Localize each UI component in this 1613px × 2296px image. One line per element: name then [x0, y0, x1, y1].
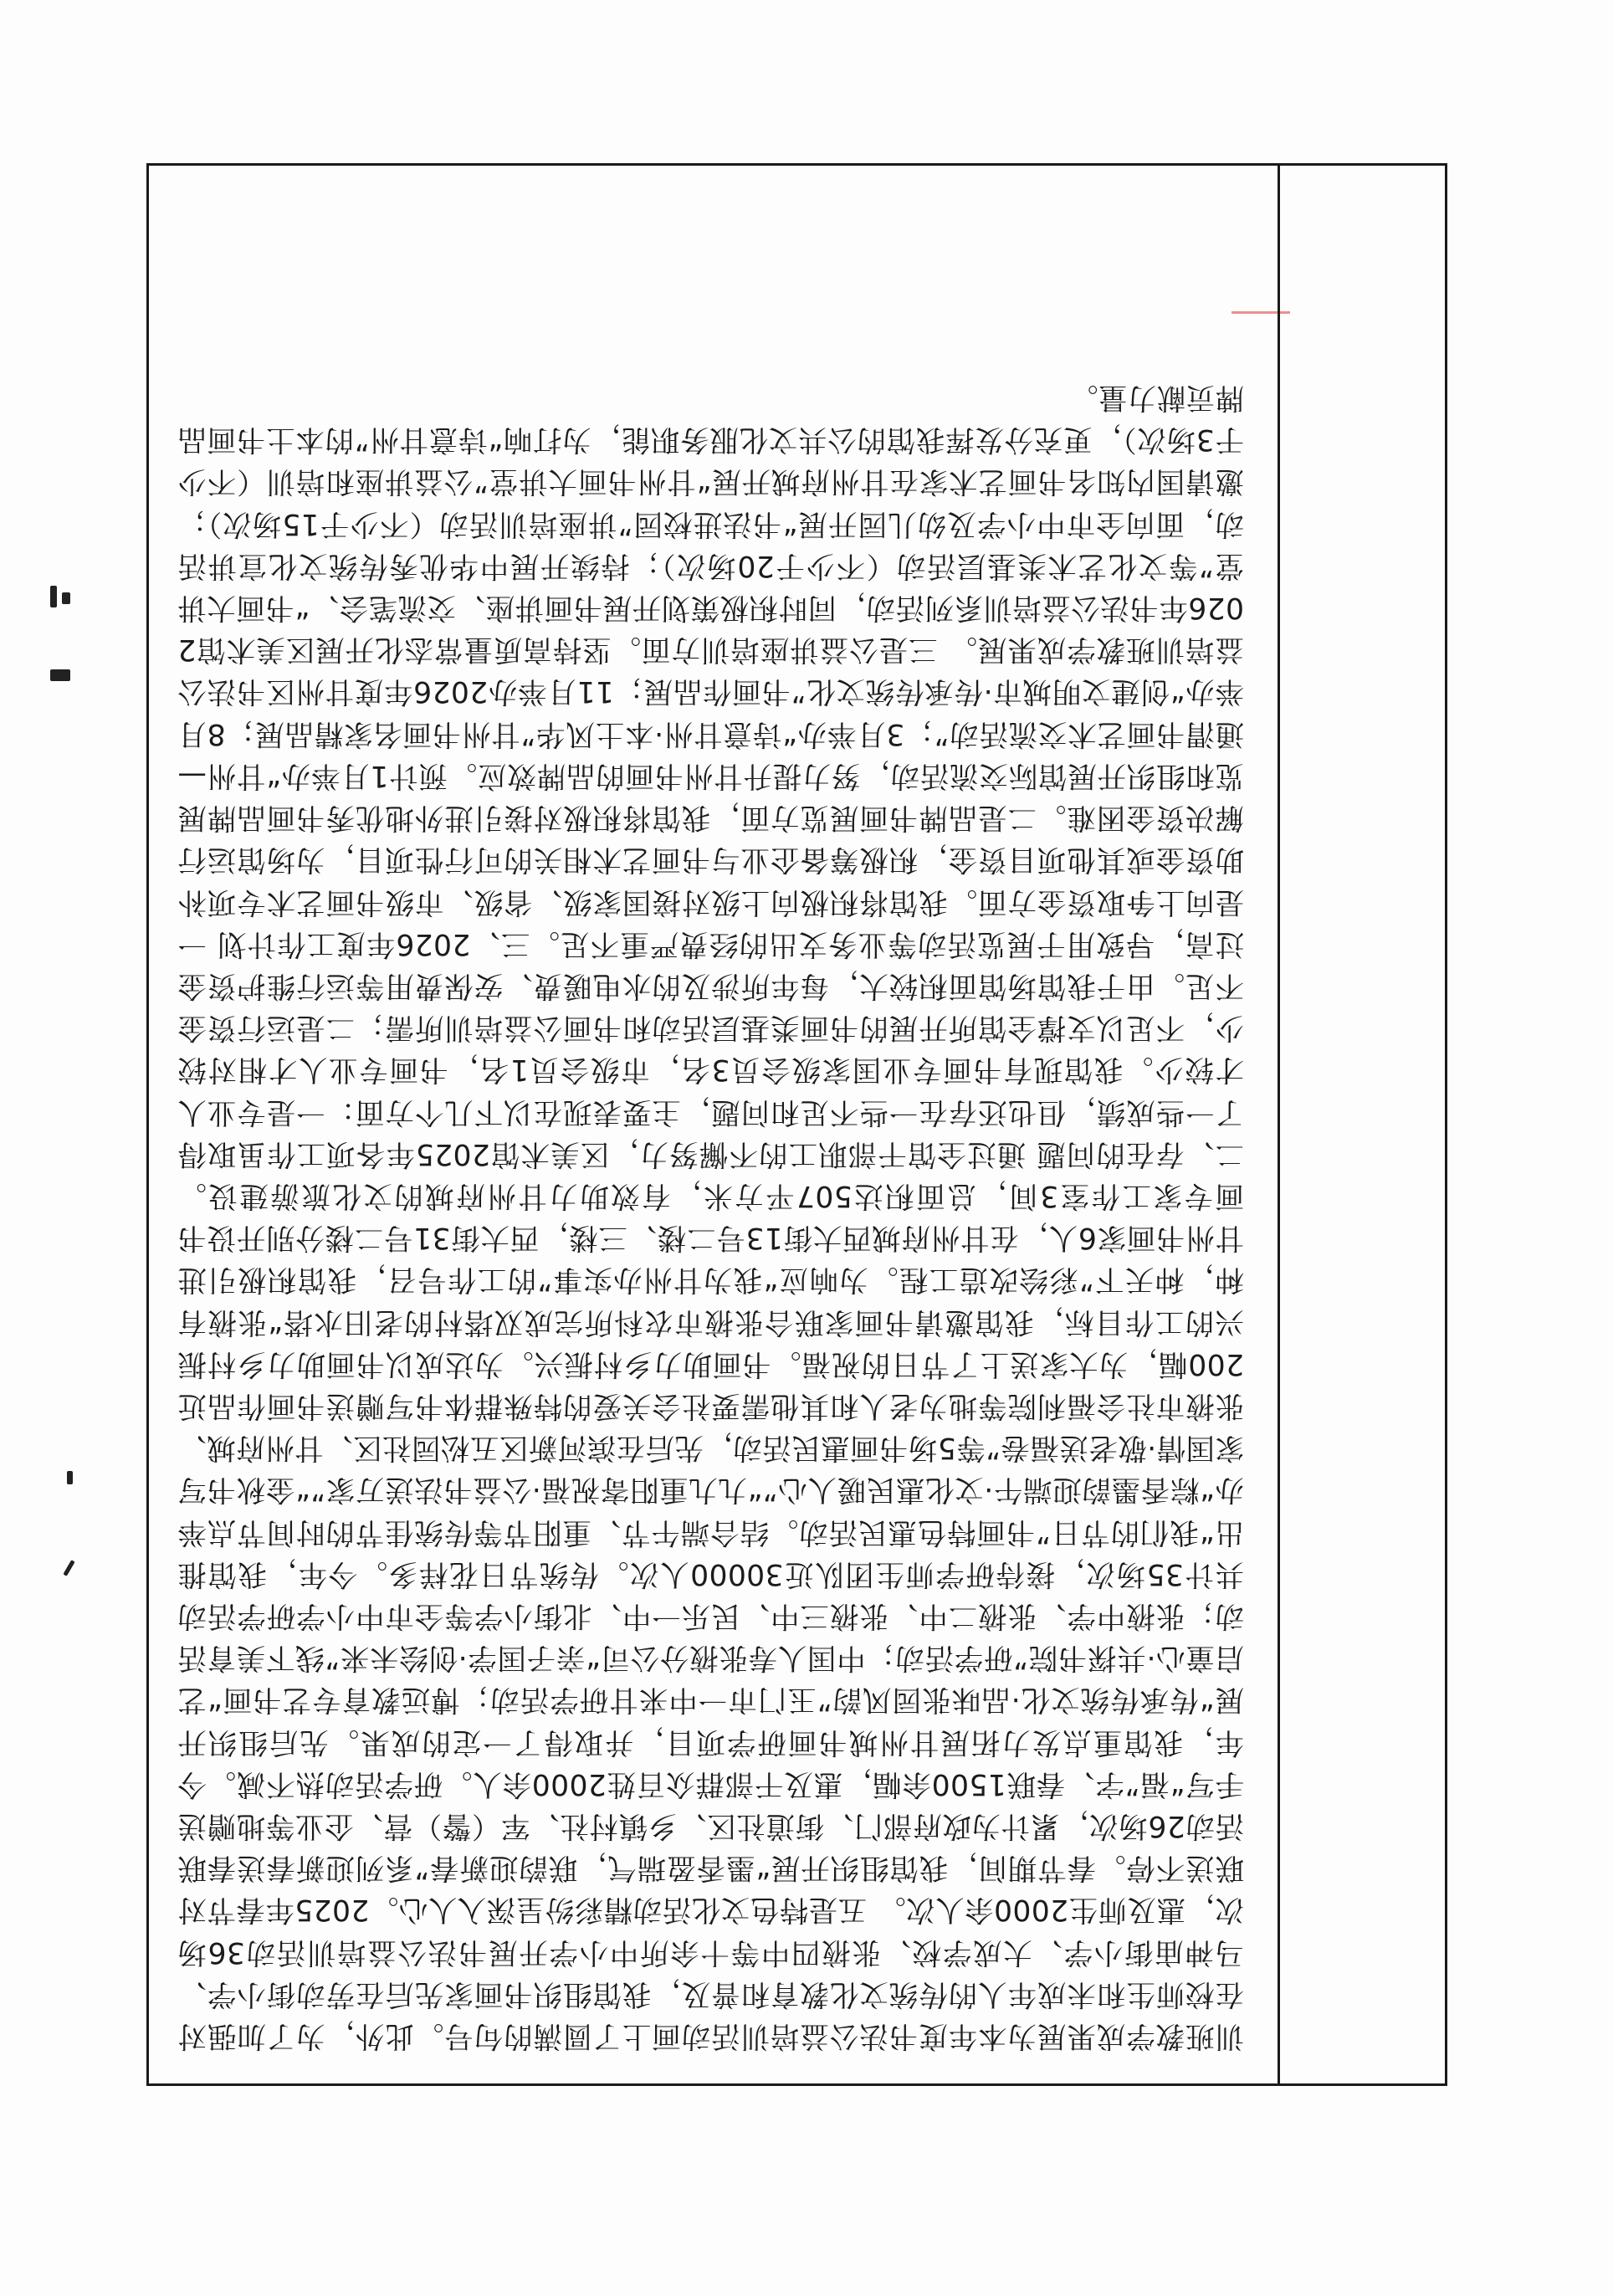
scan-mark	[50, 669, 70, 681]
rotated-form	[146, 163, 1447, 2086]
scan-mark	[50, 586, 57, 607]
report-body-text: 训班教学成果展为本年度书法公益培训活动画上了圆满的句号。此外，为了加强对在校师生和未成年人的传统文化教育和普及，我馆组织书画家先后在劳动街小学、马神庙街小学、大成学校、张掖四中等十余所中小学开展书法公益培训活动36场次，惠及师生2000余人次。 五是特色文化活动精彩纷呈深入人心。2025年春节对联送不停。春节期间，我馆组织开展“墨香盈瑞气，联韵迎新春”系列迎新春送春联活动26场次，累计为政府部门、街道社区、乡镇村社、军（警）营、企业等地赠送手写“福”字、春联1500余幅，惠及干部群众百姓2000余人。研学活动热不减。今年，我馆重点发力拓展甘州城书画研学项目，并取得了一定的成果。先后组织开展“传承传统文化·品味张园风韵”玉门市一中来甘研学活动；博远教育专艺书画“艺启童心·共探书院”研学活动；中国人寿张掖分公司“亲子国学·创绘未来”线下美育活动；张掖中学、张掖二中、张掖三中、民乐一中、北街小学等全市中小学研学活动共计35场次，接待研学师生团队近30000人次。传统节日花样多。今年，我馆推出“我们的节日”书画特色惠民活动。结合端午节、重阳节等传统佳节的时间节点举办“粽香墨韵迎端午·文化惠民暖人心”“九九重阳寄祝福·公益书法送万家”“金秋书写家国情·敬老送福卷”等5场书画惠民活动，先后在滨河新区五松园社区、甘州府城、张掖市社会福利院等地为老人和其他需要社会关爱的特殊群体书写赠送书画作品近200幅，为大家送上了节日的祝福。书画助力乡村振兴。为达成以书画助力乡村振兴的工作目标，我馆邀请书画家联合张掖市农科所完成双塔村的老旧水塔“张掖有种，种天下”彩绘改造工程。为响应“我为甘州办实事”的工作号召，我馆积极引进甘州书画家6人，在甘州府城西大街13号二楼、三楼，西大街31号二楼分别开设书画专家工作室3间，总面积达507平方米，有效助力甘州府城的文化旅游建设。二、存在的问题 通过全馆干部职工的不懈努力，区美术馆2025年各项工作虽取得了一些成绩，但也还存在一些不足和问题，主要表现在以下几个方面：一是专业人才较少。我馆现有书画专业国家级会员3名，市级会员1名，书画专业人才相对较少，不足以支撑全馆所开展的书画类基层活动和书画公益培训所需；二是运行资金不足。由于我馆场馆面积较大，每年所涉及的水电暖费、安保费用等运行维护资金过高，导致用于展览活动等业务支出的经费严重不足。三、2026年度工作计划 一是向上争取资金方面。我馆将积极向上级对接国家级、省级、市级书画艺术专项补助资金或其他项目资金，积极筹备企业与书画艺术相关的可行性项目，为场馆运行解决资金困难。二是品牌书画展览方面，我馆将积极对接引进外地优秀书画品牌展览和组织开展馆际交流活动，努力提升甘州书画的品牌效应。预计1月举办“甘州—通渭书画艺术交流活动”；3月举办“诗意甘州·本土风华”甘州书画名家精品展；8月举办“创建文明城市·传承传统文化”书画作品展；11月举办2026年度甘州区书法公益培训班教学成果展。 三是公益讲座培训方面。坚持高质量常态化开展区美术馆2026年书法公益培训系列活动，同时积极策划开展书画讲座、交流笔会、“书画大讲堂”等文化艺术类基层活动（不少于20场次）；持续开展中华优秀传统文化宣讲活动，面向全市中小学及幼儿园开展“书法进校园”讲座培训活动（不少于15场次）；邀请国内知名书画艺术家在甘州府城开展“甘州书画大讲堂”公益讲座和培训（不少于3场次），更充分发挥我馆的公共文化服务职能，为打响“诗意甘州”的本土书画品牌贡献力量。	[177, 381, 1244, 2053]
form-side-column	[1278, 166, 1445, 2083]
form-main-column	[149, 166, 1278, 2083]
scan-mark	[63, 1560, 74, 1576]
scan-mark	[62, 592, 70, 604]
form-table	[146, 163, 1447, 2086]
scan-mark	[67, 1471, 73, 1484]
